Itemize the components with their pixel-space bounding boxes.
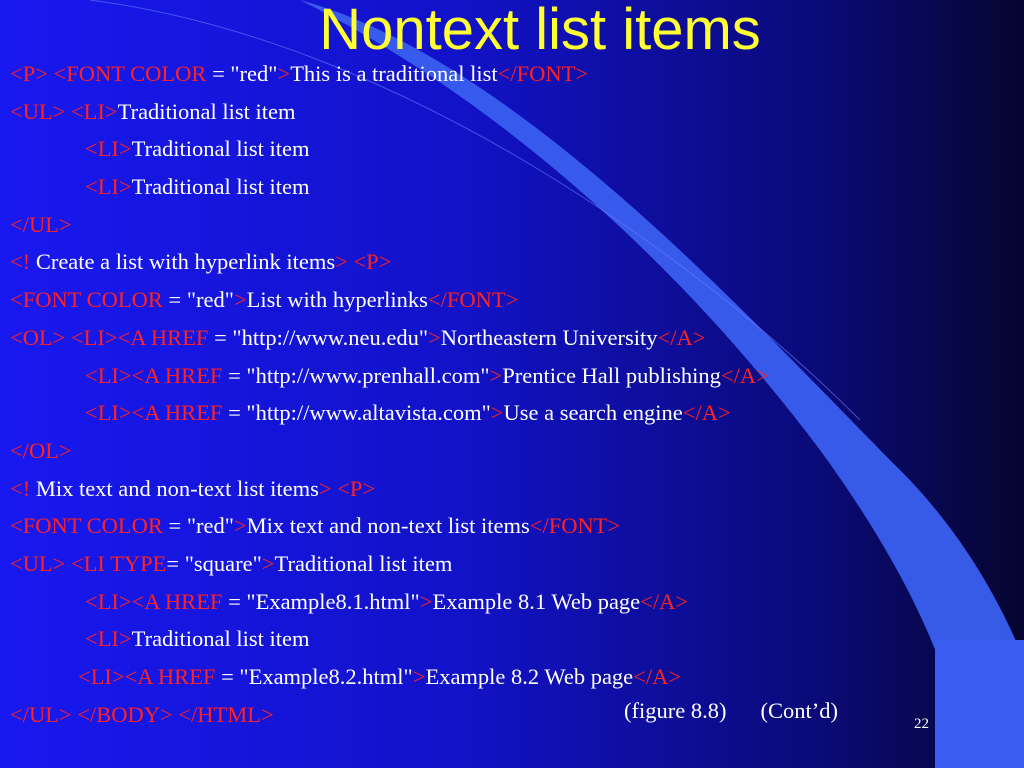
code-text: List with hyperlinks [246, 287, 428, 313]
code-tag: <FONT COLOR [10, 287, 163, 313]
code-text: = "http://www.neu.edu" [208, 324, 429, 350]
code-tag: </UL> </BODY> </HTML> [10, 701, 274, 727]
code-tag: </FONT> [497, 61, 589, 86]
code-tag: </A> [720, 362, 769, 388]
code-text: Create a list with hyperlink items [30, 249, 336, 275]
code-tag: <! [10, 249, 31, 275]
code-text: Traditional list item [131, 136, 310, 162]
code-text: Example 8.2 Web page [425, 664, 634, 689]
code-tag: </UL> [10, 211, 72, 237]
code-tag: </OL> [10, 437, 72, 463]
code-text: = "http://www.prenhall.com" [222, 362, 490, 388]
code-line [10, 394, 1004, 432]
code-line [10, 507, 1004, 545]
code-tag: <LI> [85, 136, 132, 162]
code-text: = "http://www.altavista.com" [222, 400, 491, 426]
code-text: Prentice Hall publishing [502, 362, 721, 388]
code-line [10, 658, 1004, 696]
code-text: = "red" [206, 61, 278, 86]
code-line [10, 620, 1004, 658]
figure-caption [624, 692, 872, 729]
code-text: = "red" [162, 287, 234, 313]
code-text: Traditional list item [117, 98, 296, 124]
code-tag: > [261, 550, 275, 576]
code-text: Traditional list item [274, 550, 453, 576]
code-tag: </A> [682, 400, 731, 426]
code-text: Northeastern University [440, 324, 658, 350]
code-tag: > <P> [318, 475, 376, 501]
code-text: Use a search engine [503, 400, 683, 426]
code-tag: <LI><A HREF [85, 362, 223, 388]
code-line [10, 55, 1004, 93]
figure-reference: (figure 8.8) [624, 698, 727, 723]
code-tag: </FONT> [427, 287, 519, 313]
code-line [10, 357, 1004, 395]
code-line [10, 583, 1004, 621]
code-line [10, 168, 1004, 206]
code-tag: > [428, 324, 441, 350]
code-tag: <LI><A HREF [78, 664, 216, 689]
code-line [10, 130, 1004, 168]
code-tag: <LI> [85, 174, 132, 200]
code-tag: > [277, 61, 291, 86]
code-tag: <LI><A HREF [85, 400, 223, 426]
code-line [10, 545, 1004, 583]
code-line [10, 243, 1004, 281]
code-tag: > [490, 400, 504, 426]
code-line [10, 319, 1004, 357]
code-tag: </A> [633, 664, 682, 689]
code-line [10, 93, 1004, 131]
slide-title: Nontext list items [319, 0, 761, 62]
code-tag: > [489, 362, 503, 388]
code-line [10, 432, 1004, 470]
code-text: = "square" [166, 550, 262, 576]
code-tag: </A> [640, 588, 689, 614]
code-tag: <LI><A HREF [85, 588, 223, 614]
code-tag: > <P> [335, 249, 392, 275]
code-text: Traditional list item [131, 626, 310, 652]
code-tag: </A> [657, 324, 706, 350]
code-tag: <FONT COLOR [10, 513, 163, 539]
code-tag: > [233, 287, 247, 313]
code-tag: <UL> <LI TYPE [10, 550, 167, 576]
code-tag: > [412, 664, 426, 689]
code-tag: <UL> <LI> [10, 98, 118, 124]
code-tag: > [233, 513, 247, 539]
page-number: 22 [914, 716, 929, 732]
code-text: = "Example8.2.html" [215, 664, 413, 689]
code-tag: <LI> [85, 626, 132, 652]
code-tag: <P> <FONT COLOR [10, 61, 207, 86]
code-text: Mix text and non-text list items [30, 475, 319, 501]
code-text: Mix text and non-text list items [246, 513, 530, 539]
code-text: Example 8.1 Web page [432, 588, 641, 614]
code-text: This is a traditional list [290, 61, 498, 86]
code-line [10, 470, 1004, 508]
code-line [10, 206, 1004, 244]
code-text: = "red" [162, 513, 234, 539]
code-tag: <OL> <LI><A HREF [10, 324, 209, 350]
continued-label: (Cont’d) [760, 698, 838, 723]
code-listing [10, 55, 1004, 733]
code-tag: > [419, 588, 433, 614]
code-tag: <! [10, 475, 31, 501]
code-tag: </FONT> [529, 513, 621, 539]
code-text: = "Example8.1.html" [222, 588, 420, 614]
code-line [10, 281, 1004, 319]
code-text: Traditional list item [131, 174, 310, 200]
